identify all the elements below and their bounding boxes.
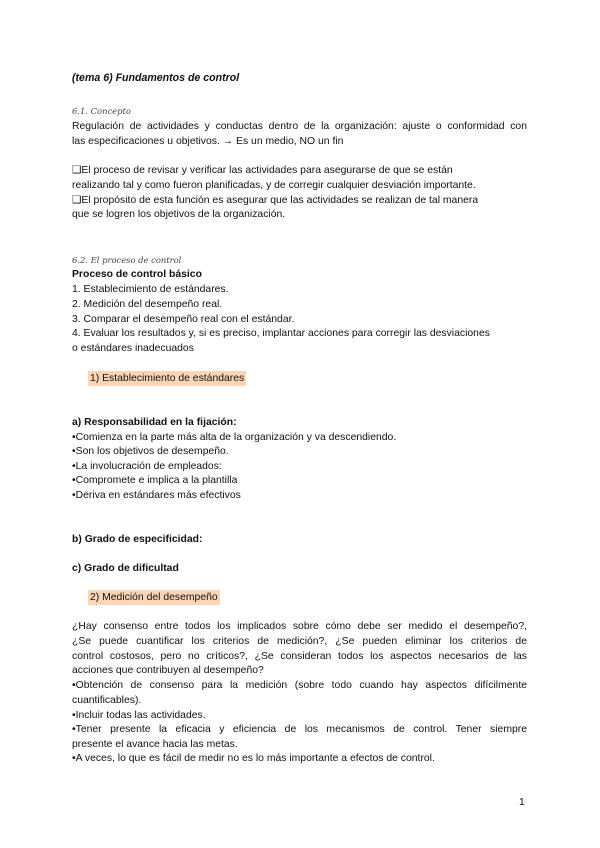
bullet-item: •Son los objetivos de desempeño. xyxy=(72,446,229,457)
paragraph-line: ❑El propósito de esta función es asegurar que las actividades se realizan de tal manera xyxy=(72,195,479,206)
bullet-item: •La involucración de empleados: xyxy=(72,461,222,472)
subheading-especificidad: b) Grado de especificidad: xyxy=(72,534,203,545)
paragraph-line: •A veces, lo que es fácil de medir no es lo más importante a efectos de control. xyxy=(72,753,435,764)
bullet-item: •Comienza en la parte más alta de la organización y va descendiendo. xyxy=(72,432,397,443)
paragraph-line: ¿Se puede cuantificar los criterios de medición?, ¿Se pueden eliminar los criterios de xyxy=(72,636,527,647)
paragraph-line: ¿Hay consenso entre todos los implicados sobre cómo debe ser medido el desempeño?, xyxy=(72,621,527,632)
highlighted-heading-estandares: 1) Establecimiento de estándares xyxy=(90,373,245,384)
bullet-item: •Compromete e implica a la plantilla xyxy=(72,475,238,486)
highlighted-heading-medicion: 2) Medición del desempeño xyxy=(90,592,218,603)
subheading-responsabilidad: a) Responsabilidad en la fijación: xyxy=(72,417,237,428)
paragraph-line: •Obtención de consenso para la medición (sobre todo cuando hay aspectos difícilmente xyxy=(72,680,527,691)
page-number: 1 xyxy=(519,797,525,808)
paragraph-line: Regulación de actividades y conductas dentro de la organización: ajuste o conformidad con xyxy=(72,121,527,132)
paragraph-line: presente el avance hacia las metas. xyxy=(72,739,238,750)
document-title: (tema 6) Fundamentos de control xyxy=(72,72,240,84)
list-item: o estándares inadecuados xyxy=(72,343,194,354)
paragraph-line: ❑El proceso de revisar y verificar las actividades para asegurarse de que se están xyxy=(72,165,453,176)
section-heading-concepto: 6.1. Concepto xyxy=(72,106,131,116)
paragraph-line: cuantificables). xyxy=(72,695,142,706)
list-item: 3. Comparar el desempeño real con el estándar. xyxy=(72,314,295,325)
list-item: 2. Medición del desempeño real. xyxy=(72,299,223,310)
section-heading-proceso: 6.2. El proceso de control xyxy=(72,255,182,265)
list-item: 1. Establecimiento de estándares. xyxy=(72,284,229,295)
subheading-dificultad: c) Grado de dificultad xyxy=(72,563,179,574)
paragraph-line: •Tener presente la eficacia y eficiencia de los mecanismos de control. Tener siempre xyxy=(72,724,527,735)
paragraph-line: control costosos, pero no críticos?, ¿Se consideran todos los aspectos necesarios de las xyxy=(72,651,527,662)
paragraph-line: las especificaciones u objetivos. → Es un medio, NO un fin xyxy=(72,136,344,147)
paragraph-line: realizando tal y como fueron planificadas, y de corregir cualquier desviación importante. xyxy=(72,180,476,191)
paragraph-line: acciones que contribuyen al desempeño? xyxy=(72,665,264,676)
subheading-proceso-basico: Proceso de control básico xyxy=(72,269,202,280)
paragraph-line: que se logren los objetivos de la organización. xyxy=(72,209,286,220)
bullet-item: •Deriva en estándares más efectivos xyxy=(72,490,241,501)
paragraph-line: •Incluir todas las actividades. xyxy=(72,710,206,721)
list-item: 4. Evaluar los resultados y, si es preciso, implantar acciones para corregir las desviaciones xyxy=(72,328,490,339)
